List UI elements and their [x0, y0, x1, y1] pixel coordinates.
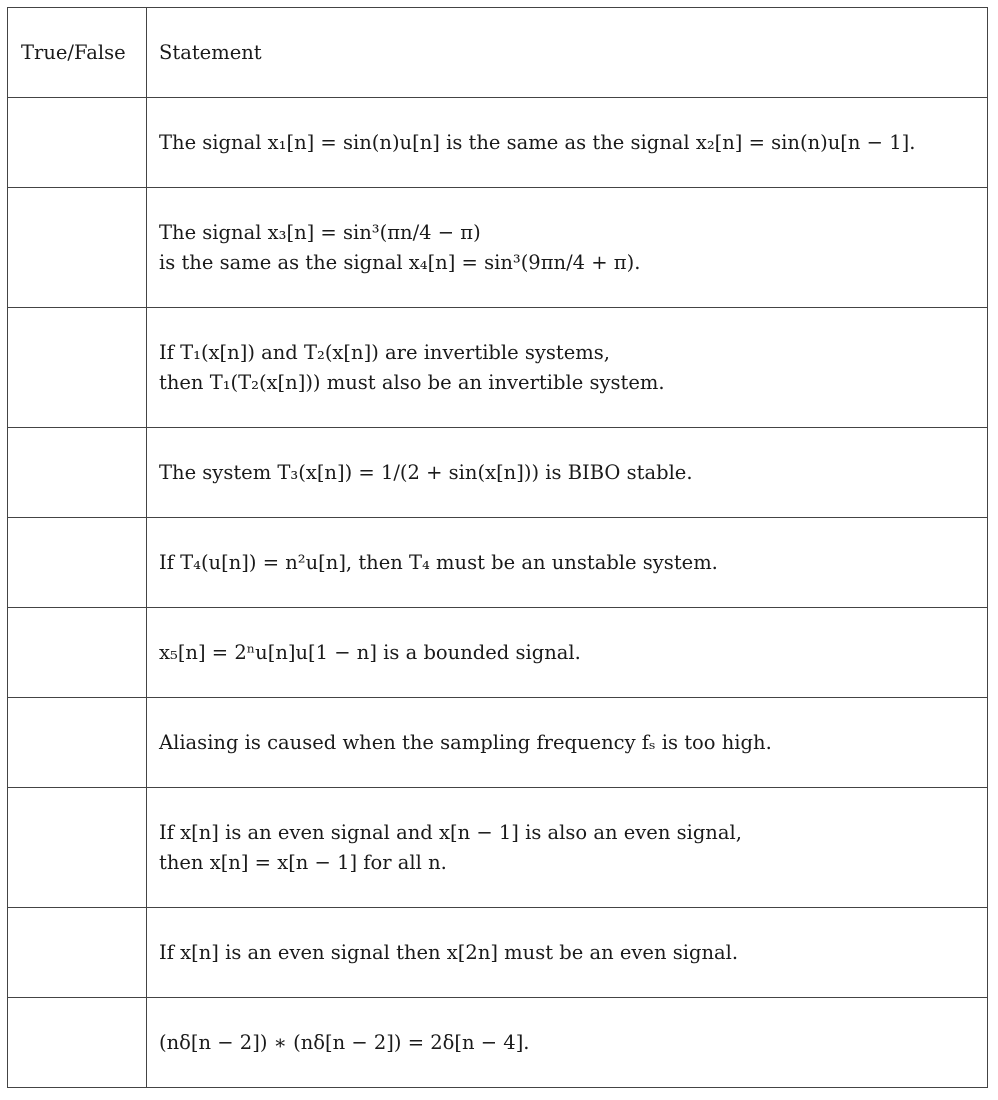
statement-line: The signal x₁[n] = sin(n)u[n] is the same as the signal x₂[n] = sin(n)u[n − 1].: [159, 130, 916, 154]
table-row: [8, 308, 988, 428]
answer-cell[interactable]: [8, 908, 147, 998]
answer-cell[interactable]: [8, 308, 147, 428]
answer-cell[interactable]: [8, 698, 147, 788]
statement-line: then x[n] = x[n − 1] for all n.: [159, 850, 447, 874]
table-row: [8, 698, 988, 788]
statement-line: If T₄(u[n]) = n²u[n], then T₄ must be an unstable system.: [159, 550, 718, 574]
answer-cell[interactable]: [8, 428, 147, 518]
true-false-table: [7, 7, 988, 1088]
statement-cell: [147, 608, 988, 698]
table-row: [8, 788, 988, 908]
statement-line: x₅[n] = 2ⁿu[n]u[1 − n] is a bounded signal.: [159, 640, 581, 664]
statement-line: The system T₃(x[n]) = 1/(2 + sin(x[n])) is BIBO stable.: [159, 460, 693, 484]
statement-cell: [147, 518, 988, 608]
statement-line: Aliasing is caused when the sampling frequency fₛ is too high.: [159, 730, 772, 754]
statement-cell: [147, 98, 988, 188]
statement-cell: [147, 188, 988, 308]
answer-cell[interactable]: [8, 608, 147, 698]
table-row: [8, 518, 988, 608]
table-header-row: [8, 8, 988, 98]
statement-line: then T₁(T₂(x[n])) must also be an invertible system.: [159, 370, 665, 394]
statement-cell: [147, 998, 988, 1088]
statement-cell: [147, 698, 988, 788]
statement-line: If T₁(x[n]) and T₂(x[n]) are invertible systems,: [159, 340, 610, 364]
table-row: [8, 188, 988, 308]
header-true-false: True/False: [8, 8, 147, 98]
answer-cell[interactable]: [8, 188, 147, 308]
table-row: [8, 908, 988, 998]
answer-cell[interactable]: [8, 518, 147, 608]
answer-cell[interactable]: [8, 788, 147, 908]
table-row: [8, 98, 988, 188]
answer-cell[interactable]: [8, 98, 147, 188]
statement-cell: [147, 788, 988, 908]
table-row: [8, 998, 988, 1088]
statement-line: The signal x₃[n] = sin³(πn/4 − π): [159, 220, 481, 244]
table-row: [8, 608, 988, 698]
statement-cell: [147, 308, 988, 428]
statement-line: If x[n] is an even signal then x[2n] must be an even signal.: [159, 940, 739, 964]
statement-cell: [147, 428, 988, 518]
table-row: [8, 428, 988, 518]
statement-line: (nδ[n − 2]) ∗ (nδ[n − 2]) = 2δ[n − 4].: [159, 1030, 530, 1054]
statement-line: If x[n] is an even signal and x[n − 1] is also an even signal,: [159, 820, 742, 844]
statement-line: is the same as the signal x₄[n] = sin³(9πn/4 + π).: [159, 250, 641, 274]
statement-cell: [147, 908, 988, 998]
header-statement: Statement: [147, 8, 988, 98]
answer-cell[interactable]: [8, 998, 147, 1088]
